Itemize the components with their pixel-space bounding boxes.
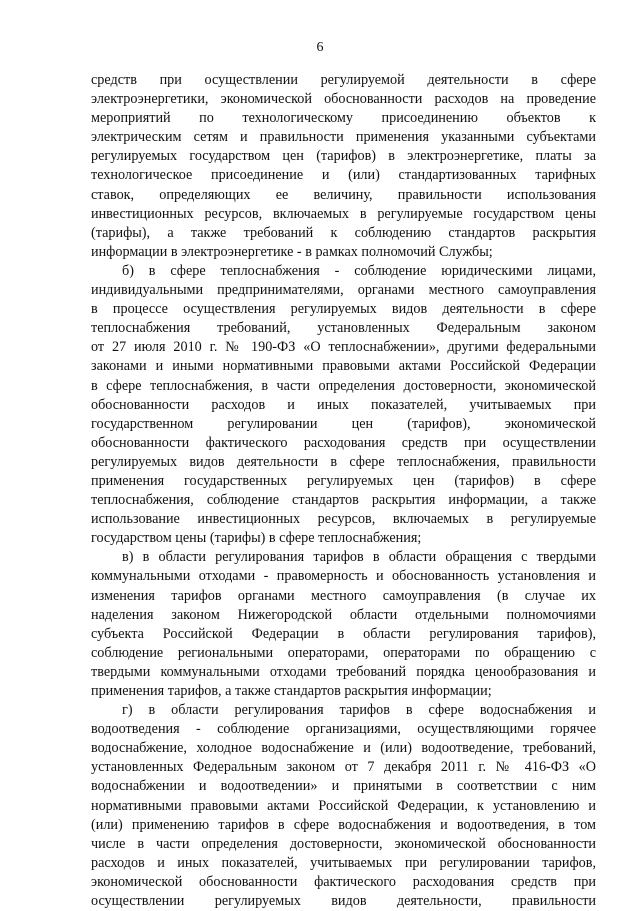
- text-line: обоснованности фактического расходования средств при осуществлении: [91, 434, 596, 451]
- text-line: регулируемых государством цен (тарифов) в электроэнергетике, платы за: [91, 148, 596, 165]
- text-line: установленных Федеральным законом от 7 декабря 2011 г. № 416-ФЗ «О: [91, 759, 596, 776]
- text-line: ставок, определяющих ее величину, правильности использования: [91, 186, 596, 203]
- text-line: изменения тарифов органами местного самоуправления (в случае их: [91, 587, 596, 604]
- text-line: регулируемых видов деятельности в сфере теплоснабжения, правильности: [91, 453, 596, 470]
- text-line: мероприятий по технологическому присоединению объектов к: [91, 110, 596, 127]
- text-line: технологическое присоединение и (или) стандартизованных тарифных: [91, 167, 596, 184]
- text-line: наделения законом Нижегородской области отдельными полномочиями: [91, 606, 596, 623]
- text-line: электрическим сетям и правильности применения указанными субъектами: [91, 129, 596, 146]
- text-line: осуществлении регулируемых видов деятельности, правильности: [91, 893, 596, 910]
- text-line: числе в части определения достоверности, экономической обоснованности: [91, 835, 596, 852]
- text-line: водоснабжение, холодное водоснабжение и (или) водоотведение, требований,: [91, 740, 596, 757]
- text-line: экономической обоснованности фактического расходования средств при: [91, 873, 596, 890]
- text-line: использование инвестиционных ресурсов, включаемых в регулируемые: [91, 511, 596, 528]
- text-line: законами и иными нормативными правовыми актами Российской Федерации: [91, 358, 596, 375]
- text-line: электроэнергетики, экономической обоснованности расходов на проведение: [91, 91, 596, 108]
- document-body: [91, 71, 596, 911]
- text-line: обоснованности расходов и иных показателей, учитываемых при: [91, 396, 596, 413]
- paragraph-first-line: в) в области регулирования тарифов в области обращения с твердыми: [122, 549, 596, 566]
- paragraph-first-line: г) в области регулирования тарифов в сфере водоснабжения и: [122, 702, 596, 719]
- text-line: применения государственных регулируемых цен (тарифов) в сфере: [91, 472, 596, 489]
- text-line: от 27 июля 2010 г. № 190-ФЗ «О теплоснабжении», другими федеральными: [91, 339, 596, 356]
- text-line: теплоснабжения требований, установленных Федеральным законом: [91, 320, 596, 337]
- text-line: теплоснабжения, соблюдение стандартов раскрытия информации, а также: [91, 492, 596, 509]
- text-line: инвестиционных ресурсов, включаемых в регулируемые государством цены: [91, 205, 596, 222]
- text-line: средств при осуществлении регулируемой деятельности в сфере: [91, 72, 596, 88]
- text-line: соблюдение региональными операторами, операторами по обращению с: [91, 644, 596, 661]
- text-line: коммунальными отходами - правомерность и обоснованность установления и: [91, 568, 596, 585]
- text-line: (или) применению тарифов в сфере водоснабжения и водоотведения, в том: [91, 816, 596, 833]
- text-line: нормативными правовыми актами Российской Федерации, к установлению и: [91, 797, 596, 814]
- text-line: индивидуальными предпринимателями, органами местного самоуправления: [91, 282, 596, 299]
- page-number: 6: [316, 40, 324, 55]
- text-line: твердыми коммунальными отходами требований порядка ценообразования и: [91, 663, 596, 680]
- text-line: (тарифы), а также требований к соблюдению стандартов раскрытия: [91, 224, 596, 241]
- text-line: применения тарифов, а также стандартов раскрытия информации;: [91, 683, 492, 699]
- paragraph-first-line: б) в сфере теплоснабжения - соблюдение юридическими лицами,: [122, 262, 596, 279]
- text-line: в процессе осуществления регулируемых видов деятельности в сфере: [91, 301, 596, 318]
- text-line: информации в электроэнергетике - в рамках полномочий Службы;: [91, 243, 493, 260]
- text-line: водоотведения - соблюдение организациями, осуществляющими горячее: [91, 721, 596, 738]
- text-line: расходов и иных показателей, учитываемых при регулировании тарифов,: [91, 854, 596, 871]
- text-line: государственном регулировании цен (тарифов), экономической: [91, 415, 596, 432]
- text-line: водоснабжении и водоотведении» и принятыми в соответствии с ним: [91, 778, 596, 795]
- text-line: субъекта Российской Федерации в области регулирования тарифов),: [91, 625, 596, 642]
- text-line: государством цены (тарифы) в сфере теплоснабжения;: [91, 530, 422, 547]
- text-line: в сфере теплоснабжения, в части определения достоверности, экономической: [91, 377, 596, 394]
